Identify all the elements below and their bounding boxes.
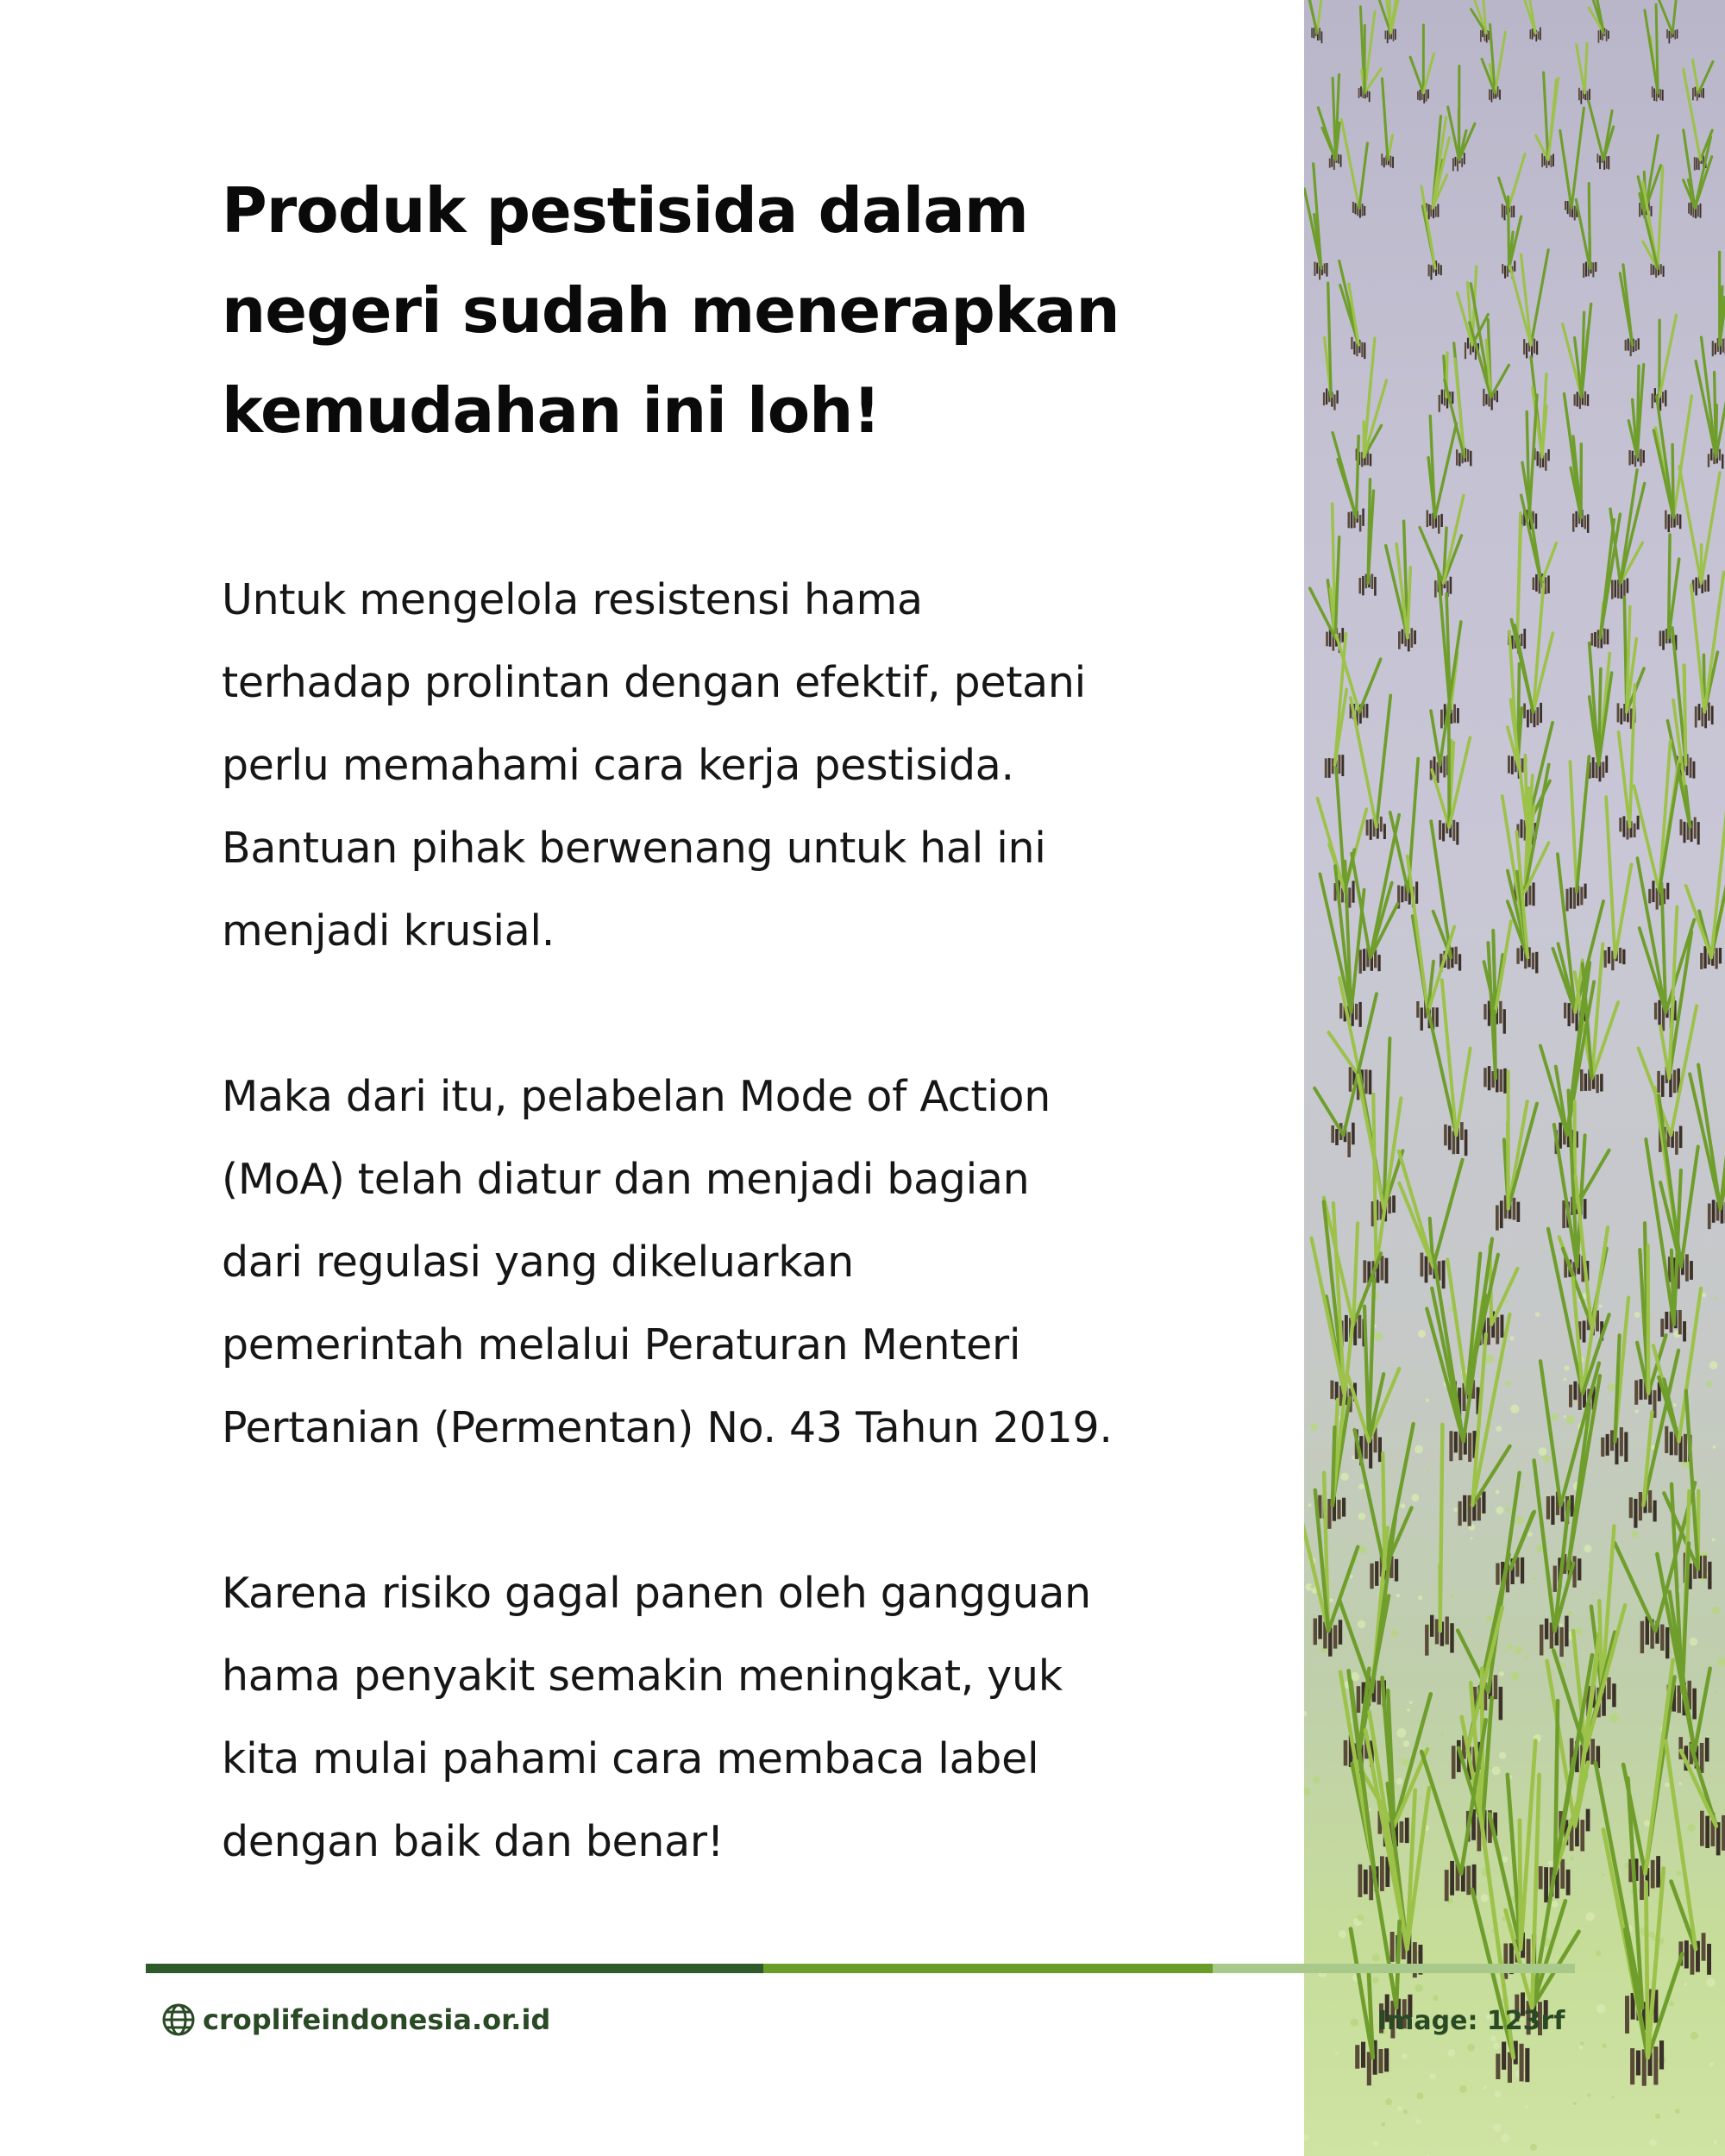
text-line: Untuk mengelola resistensi hama [222, 575, 923, 624]
duckweed-speck [1575, 1627, 1583, 1635]
rice-seedling [1524, 0, 1540, 41]
rice-seedling [1325, 634, 1347, 778]
duckweed-speck [1304, 1788, 1310, 1796]
duckweed-speck [1483, 2085, 1486, 2089]
duckweed-speck [1599, 1305, 1603, 1308]
duckweed-speck [1426, 1399, 1429, 1402]
duckweed-speck [1634, 1312, 1640, 1318]
text-line: Maka dari itu, pelabelan Mode of Action [222, 1072, 1051, 1121]
headline-line: negeri sudah menerapkan [222, 274, 1120, 347]
duckweed-speck [1403, 1740, 1410, 1747]
duckweed-speck [1397, 2106, 1402, 2111]
rice-seedling [1381, 78, 1394, 168]
duckweed-speck [1451, 1594, 1454, 1597]
duckweed-speck [1527, 1532, 1533, 1537]
rice-seedling [1304, 164, 1327, 280]
rice-seedling [1323, 283, 1339, 411]
rice-seedling [1339, 261, 1366, 360]
rice-seedling [1428, 980, 1471, 1156]
duckweed-speck [1499, 1752, 1506, 1758]
duckweed-speck [1372, 1977, 1379, 1984]
duckweed-speck [1401, 1503, 1406, 1508]
text-line: hama penyakit semakin meningkat, yuk [222, 1651, 1063, 1701]
rice-seedling [1563, 304, 1591, 409]
divider-dark-segment [146, 1964, 763, 1973]
duckweed-speck [1382, 2122, 1386, 2127]
text-line: kita mulai pahami cara membaca label [222, 1734, 1039, 1783]
duckweed-speck [1580, 2041, 1584, 2046]
duckweed-speck [1311, 1423, 1319, 1431]
duckweed-speck [1631, 1531, 1638, 1538]
duckweed-speck [1552, 1413, 1559, 1420]
duckweed-speck [1602, 2043, 1607, 2048]
duckweed-speck [1385, 2098, 1392, 2105]
duckweed-speck [1684, 1983, 1688, 1986]
rice-seedling [1577, 43, 1590, 103]
duckweed-speck [1402, 1758, 1408, 1765]
duckweed-speck [1459, 2085, 1467, 2093]
duckweed-speck [1490, 2036, 1496, 2042]
rice-seedling [1448, 66, 1475, 172]
rice-seedling [1496, 1071, 1537, 1230]
duckweed-speck [1499, 1671, 1504, 1677]
text-line: (MoA) telah diatur dan menjadi bagian [222, 1155, 1030, 1204]
image-credit: Image: 123rf [1377, 2006, 1565, 2036]
rice-seedling [1589, 101, 1614, 170]
duckweed-speck [1515, 1516, 1524, 1525]
duckweed-speck [1311, 1585, 1314, 1589]
rice-seedling [1560, 108, 1584, 220]
duckweed-speck [1665, 1783, 1669, 1787]
paragraph-3 [222, 1552, 1257, 1883]
duckweed-speck [1507, 1645, 1513, 1651]
duckweed-speck [1596, 2004, 1606, 2014]
rice-seedling [1386, 521, 1416, 651]
duckweed-speck [1543, 1455, 1551, 1463]
rice-seedling [1691, 573, 1724, 729]
rice-seedling [1359, 479, 1377, 596]
rice-seedling [1318, 75, 1341, 171]
duckweed-speck [1515, 1646, 1522, 1654]
rice-seedling [1665, 1741, 1711, 1975]
duckweed-speck [1506, 1507, 1511, 1513]
duckweed-speck [1505, 1300, 1509, 1303]
rice-seedling [1458, 266, 1489, 360]
duckweed-speck [1417, 2092, 1424, 2099]
duckweed-speck [1415, 2119, 1421, 2125]
duckweed-speck [1709, 1361, 1718, 1369]
rice-seedling [1427, 416, 1457, 533]
duckweed-speck [1447, 2049, 1455, 2057]
duckweed-speck [1496, 1507, 1503, 1514]
duckweed-speck [1448, 1307, 1452, 1312]
rice-seedling [1510, 250, 1549, 359]
duckweed-speck [1511, 1672, 1520, 1681]
rice-seedling [1645, 4, 1664, 101]
headline-line: kemudahan ini loh! [222, 374, 881, 447]
text-line: Bantuan pihak berwenang untuk hal ini [222, 824, 1046, 873]
paragraph-2 [222, 1056, 1257, 1470]
rice-seedling [1341, 120, 1367, 218]
text-line: menjadi krusial. [222, 906, 555, 956]
duckweed-speck [1329, 1598, 1333, 1602]
paragraph-1 [222, 559, 1257, 973]
duckweed-speck [1339, 1930, 1346, 1938]
rice-seedling [1659, 535, 1679, 650]
duckweed-speck [1304, 1711, 1307, 1717]
duckweed-speck [1374, 1332, 1383, 1342]
duckweed-speck [1530, 2144, 1537, 2151]
duckweed-speck [1609, 1714, 1619, 1723]
duckweed-speck [1690, 1638, 1698, 1646]
website-text: croplifeindonesia.or.id [203, 2003, 551, 2036]
duckweed-speck [1584, 1545, 1591, 1552]
duckweed-speck [1571, 1857, 1575, 1861]
duckweed-speck [1505, 1381, 1511, 1387]
rice-seedling [1410, 25, 1433, 103]
rice-seedling [1310, 504, 1344, 653]
duckweed-speck [1587, 2093, 1590, 2096]
duckweed-speck [1418, 1330, 1426, 1338]
duckweed-speck [1396, 1778, 1403, 1785]
rice-seedling [1333, 433, 1364, 532]
duckweed-speck [1493, 2123, 1502, 2132]
duckweed-speck [1608, 1383, 1615, 1391]
rice-seedling [1399, 1151, 1463, 1288]
duckweed-speck [1715, 1296, 1718, 1300]
duckweed-speck [1308, 1503, 1312, 1507]
duckweed-speck [1510, 1405, 1519, 1413]
duckweed-speck [1706, 1382, 1712, 1388]
duckweed-speck [1484, 1354, 1494, 1363]
duckweed-speck [1586, 1912, 1595, 1921]
duckweed-speck [1525, 2105, 1528, 2109]
duckweed-speck [1673, 1403, 1677, 1407]
duckweed-speck [1493, 2043, 1500, 2050]
duckweed-speck [1490, 1766, 1492, 1769]
duckweed-speck [1649, 2139, 1657, 2147]
rice-seedling [1690, 1058, 1725, 1229]
globe-icon [161, 2002, 196, 2037]
duckweed-speck [1358, 1620, 1365, 1628]
duckweed-speck [1702, 1293, 1707, 1298]
headline-line: Produk pestisida dalam [222, 174, 1028, 247]
duckweed-speck [1440, 1733, 1444, 1736]
duckweed-speck [1612, 2096, 1615, 2098]
duckweed-speck [1579, 2046, 1584, 2050]
duckweed-speck [1492, 1766, 1501, 1775]
duckweed-speck [1567, 1611, 1571, 1615]
rice-seedling [1712, 252, 1725, 356]
duckweed-speck [1427, 1470, 1430, 1472]
duckweed-speck [1351, 2018, 1358, 2026]
duckweed-speck [1712, 1539, 1716, 1542]
duckweed-speck [1396, 1594, 1401, 1598]
rice-seedling [1470, 284, 1509, 411]
duckweed-speck [1496, 1426, 1502, 1432]
duckweed-speck [1717, 1658, 1725, 1667]
duckweed-speck [1350, 1575, 1353, 1578]
rice-seedling [1588, 0, 1609, 43]
rice-seedling [1617, 598, 1644, 730]
duckweed-speck [1644, 1821, 1650, 1827]
rice-seedling [1640, 167, 1665, 278]
duckweed-speck [1481, 1894, 1489, 1902]
rice-seedling [1628, 365, 1645, 467]
duckweed-speck [1453, 1507, 1458, 1512]
rice-seedling [1358, 7, 1382, 102]
text-line: Karena risiko gagal panen oleh gangguan [222, 1569, 1091, 1618]
duckweed-speck [1510, 1336, 1515, 1340]
duckweed-speck [1573, 2102, 1577, 2105]
duckweed-speck [1335, 2052, 1339, 2055]
duckweed-speck [1504, 1650, 1507, 1652]
duckweed-speck [1713, 1445, 1716, 1449]
duckweed-speck [1564, 1378, 1567, 1382]
rice-seedling [1521, 462, 1557, 594]
duckweed-speck [1690, 2032, 1698, 2040]
duckweed-speck [1539, 1447, 1547, 1456]
duckweed-speck [1552, 1901, 1559, 1908]
duckweed-speck [1655, 2114, 1660, 2119]
rice-seedling [1657, 0, 1679, 43]
duckweed-speck [1548, 1860, 1554, 1866]
duckweed-speck [1433, 1996, 1439, 2002]
duckweed-speck [1525, 1656, 1528, 1659]
duckweed-speck [1304, 2134, 1309, 2140]
duckweed-speck [1429, 2073, 1436, 2080]
duckweed-speck [1391, 1629, 1398, 1636]
duckweed-speck [1358, 1484, 1364, 1490]
rice-paddy-photo [1304, 0, 1725, 2156]
duckweed-speck [1373, 2140, 1379, 2147]
duckweed-speck [1679, 1783, 1683, 1786]
duckweed-speck [1341, 1473, 1349, 1481]
duckweed-speck [1372, 1954, 1380, 1962]
duckweed-speck [1501, 2134, 1509, 2142]
headline [222, 160, 1239, 461]
duckweed-speck [1418, 1595, 1423, 1601]
duckweed-speck [1358, 1513, 1366, 1520]
duckweed-speck [1566, 1415, 1575, 1424]
duckweed-speck [1402, 2053, 1408, 2059]
rice-seedling [1696, 337, 1725, 468]
rice-seedling [1623, 1660, 1674, 1900]
duckweed-speck [1494, 2090, 1501, 2097]
divider-mid-segment [763, 1964, 1213, 1973]
rice-seedling [1421, 186, 1442, 279]
rice-seedling [1620, 265, 1640, 356]
duckweed-speck [1403, 2109, 1408, 2114]
rice-seedling [1576, 184, 1596, 278]
rice-seedling [1589, 643, 1612, 782]
duckweed-speck [1411, 1494, 1419, 1501]
text-line: dengan baik dan benar! [222, 1817, 724, 1866]
duckweed-speck [1713, 2140, 1717, 2144]
rice-seedling [1304, 0, 1325, 43]
text-line: perlu memahami cara kerja pestisida. [222, 741, 1014, 790]
duckweed-speck [1535, 1312, 1540, 1317]
duckweed-speck [1602, 1873, 1604, 1876]
duckweed-speck [1596, 1950, 1602, 1956]
rice-seedling [1426, 116, 1449, 220]
text-line: Pertanian (Permentan) No. 43 Tahun 2019. [222, 1403, 1113, 1452]
text-line: terhadap prolintan dengan efektif, petani [222, 658, 1086, 707]
rice-seedling [1565, 394, 1590, 533]
rice-seedling [1499, 154, 1526, 221]
rice-seedling [1536, 72, 1559, 168]
rice-seedling [1653, 396, 1691, 532]
rice-seedling [1484, 921, 1511, 1033]
website-link[interactable] [161, 2002, 550, 2037]
duckweed-speck [1716, 1690, 1718, 1693]
rice-seedling [1692, 60, 1713, 101]
text-line: dari regulasi yang dikeluarkan [222, 1238, 854, 1287]
duckweed-speck [1559, 1623, 1563, 1626]
duckweed-speck [1419, 1796, 1422, 1800]
rice-paddy-illustration [1304, 0, 1725, 2156]
duckweed-speck [1415, 1984, 1423, 1992]
duckweed-speck [1706, 1978, 1715, 1987]
duckweed-speck [1359, 1546, 1366, 1553]
duckweed-speck [1687, 1824, 1695, 1832]
rice-seedling [1356, 338, 1387, 467]
duckweed-speck [1486, 1616, 1492, 1622]
duckweed-speck [1522, 1485, 1526, 1489]
duckweed-speck [1533, 1576, 1536, 1580]
duckweed-speck [1564, 1365, 1569, 1370]
body-text [222, 559, 1257, 1883]
divider-light-segment [1213, 1964, 1575, 1973]
duckweed-speck [1407, 1708, 1410, 1712]
rice-seedling [1566, 756, 1590, 911]
duckweed-speck [1712, 1607, 1720, 1614]
duckweed-speck [1409, 1701, 1413, 1704]
duckweed-speck [1564, 1415, 1566, 1418]
duckweed-speck [1396, 1728, 1406, 1738]
duckweed-speck [1414, 1445, 1423, 1454]
duckweed-speck [1313, 1777, 1320, 1784]
rice-seedling [1471, 0, 1492, 43]
duckweed-speck [1496, 1490, 1500, 1495]
rice-seedling [1679, 467, 1720, 595]
rice-seedling [1652, 315, 1677, 411]
duckweed-speck [1709, 2062, 1714, 2066]
duckweed-speck [1677, 1871, 1682, 1876]
rice-seedling [1445, 343, 1472, 467]
duckweed-speck [1358, 1915, 1364, 1921]
rice-seedling [1377, 0, 1406, 43]
duckweed-speck [1415, 2117, 1418, 2120]
duckweed-speck [1467, 2044, 1475, 2052]
duckweed-speck [1635, 1409, 1639, 1413]
text-line: pemerintah melalui Peraturan Menteri [222, 1320, 1021, 1369]
duckweed-speck [1675, 2109, 1680, 2114]
duckweed-speck [1471, 1537, 1473, 1539]
duckweed-speck [1669, 2002, 1674, 2007]
